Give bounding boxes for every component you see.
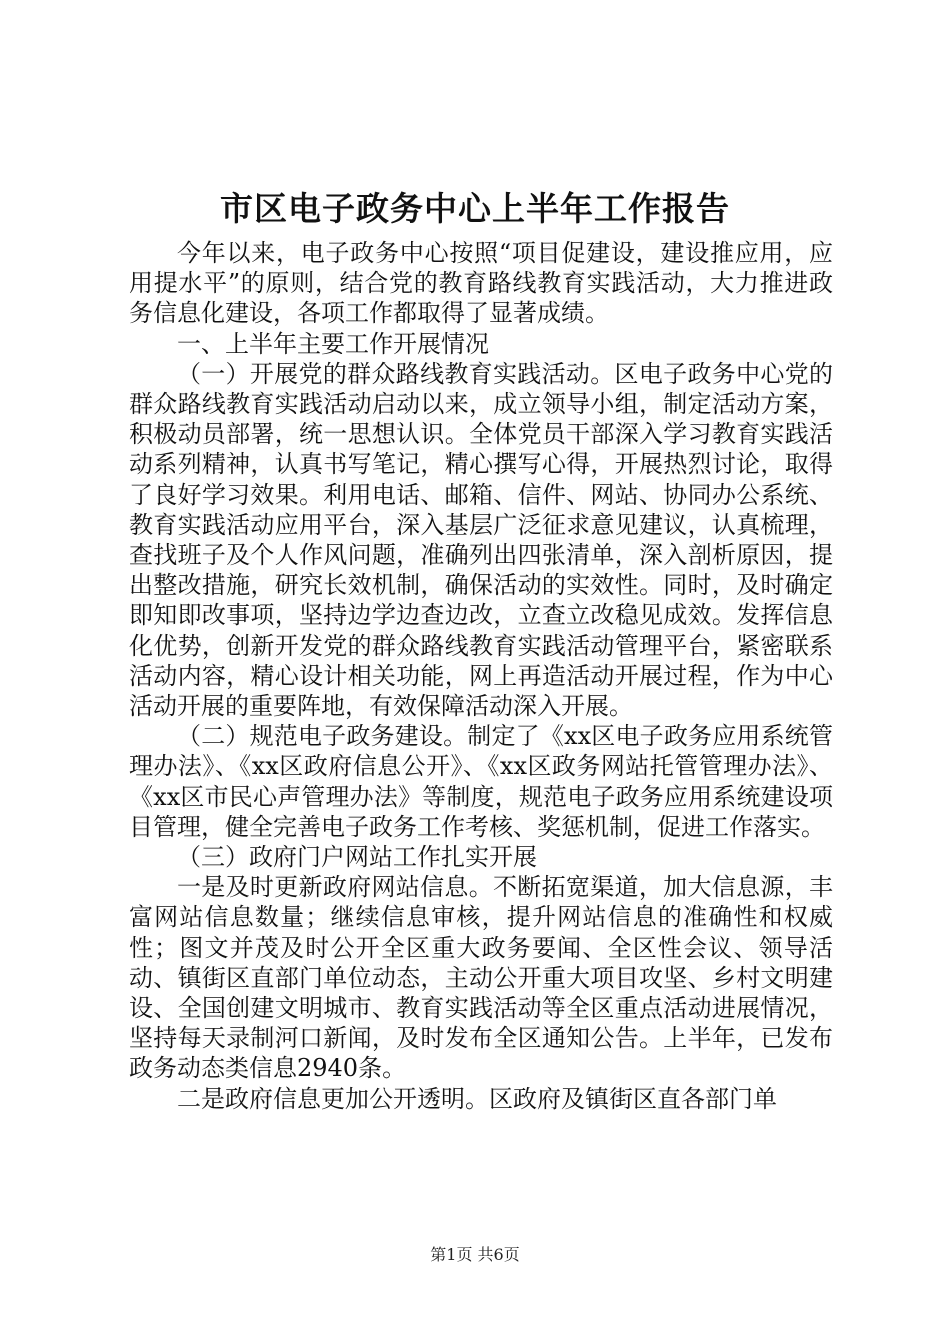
paragraph-info-disclosure: 二是政府信息更加公开透明。区政府及镇街区直各部门单 xyxy=(177,1084,777,1113)
page-footer: 第1页 共6页 xyxy=(430,1245,520,1264)
document-body xyxy=(129,238,833,1114)
paragraph-website-update: 一是及时更新政府网站信息。不断拓宽渠道，加大信息源，丰富网站信息数量；继续信息审核，提升网站信息的准确性和权威性；图文并茂及时公开全区重大政务要闻、全区性会议、领导活动、镇街区直部门单位动态，主动公开重大项目攻坚、乡村文明建设、全国创建文明城市、教育实践活动等全区重点活动进展情况，坚持每天录制河口新闻，及时发布全区通知公告。上半年，已发布政务动态类信息2940条。 xyxy=(129,873,833,1083)
section-heading-1: 一、上半年主要工作开展情况 xyxy=(177,329,489,358)
subsection-heading-3: （三）政府门户网站工作扎实开展 xyxy=(177,843,537,872)
paragraph-intro: 今年以来，电子政务中心按照“项目促建设，建设推应用，应用提水平”的原则，结合党的教育路线教育实践活动，大力推进政务信息化建设，各项工作都取得了显著成绩。 xyxy=(129,239,833,328)
paragraph-item-2: （二）规范电子政务建设。制定了《xx区电子政务应用系统管理办法》、《xx区政府信息公开》、《xx区政务网站托管管理办法》、《xx区市民心声管理办法》等制度，规范电子政务应用系统建设项目管理，健全完善电子政务工作考核、奖惩机制，促进工作落实。 xyxy=(129,722,833,841)
paragraph-item-1: （一）开展党的群众路线教育实践活动。区电子政务中心党的群众路线教育实践活动启动以来，成立领导小组，制定活动方案，积极动员部署，统一思想认识。全体党员干部深入学习教育实践活动系列精神，认真书写笔记，精心撰写心得，开展热烈讨论，取得了良好学习效果。利用电话、邮箱、信件、网站、协同办公系统、教育实践活动应用平台，深入基层广泛征求意见建议，认真梳理，查找班子及个人作风问题，准确列出四张清单，深入剖析原因，提出整改措施，研究长效机制，确保活动的实效性。同时，及时确定即知即改事项，坚持边学边查边改，立查立改稳见成效。发挥信息化优势，创新开发党的群众路线教育实践活动管理平台，紧密联系活动内容，精心设计相关功能，网上再造活动开展过程，作为中心活动开展的重要阵地，有效保障活动深入开展。 xyxy=(129,359,833,721)
document-title: 市区电子政务中心上半年工作报告 xyxy=(220,189,730,228)
